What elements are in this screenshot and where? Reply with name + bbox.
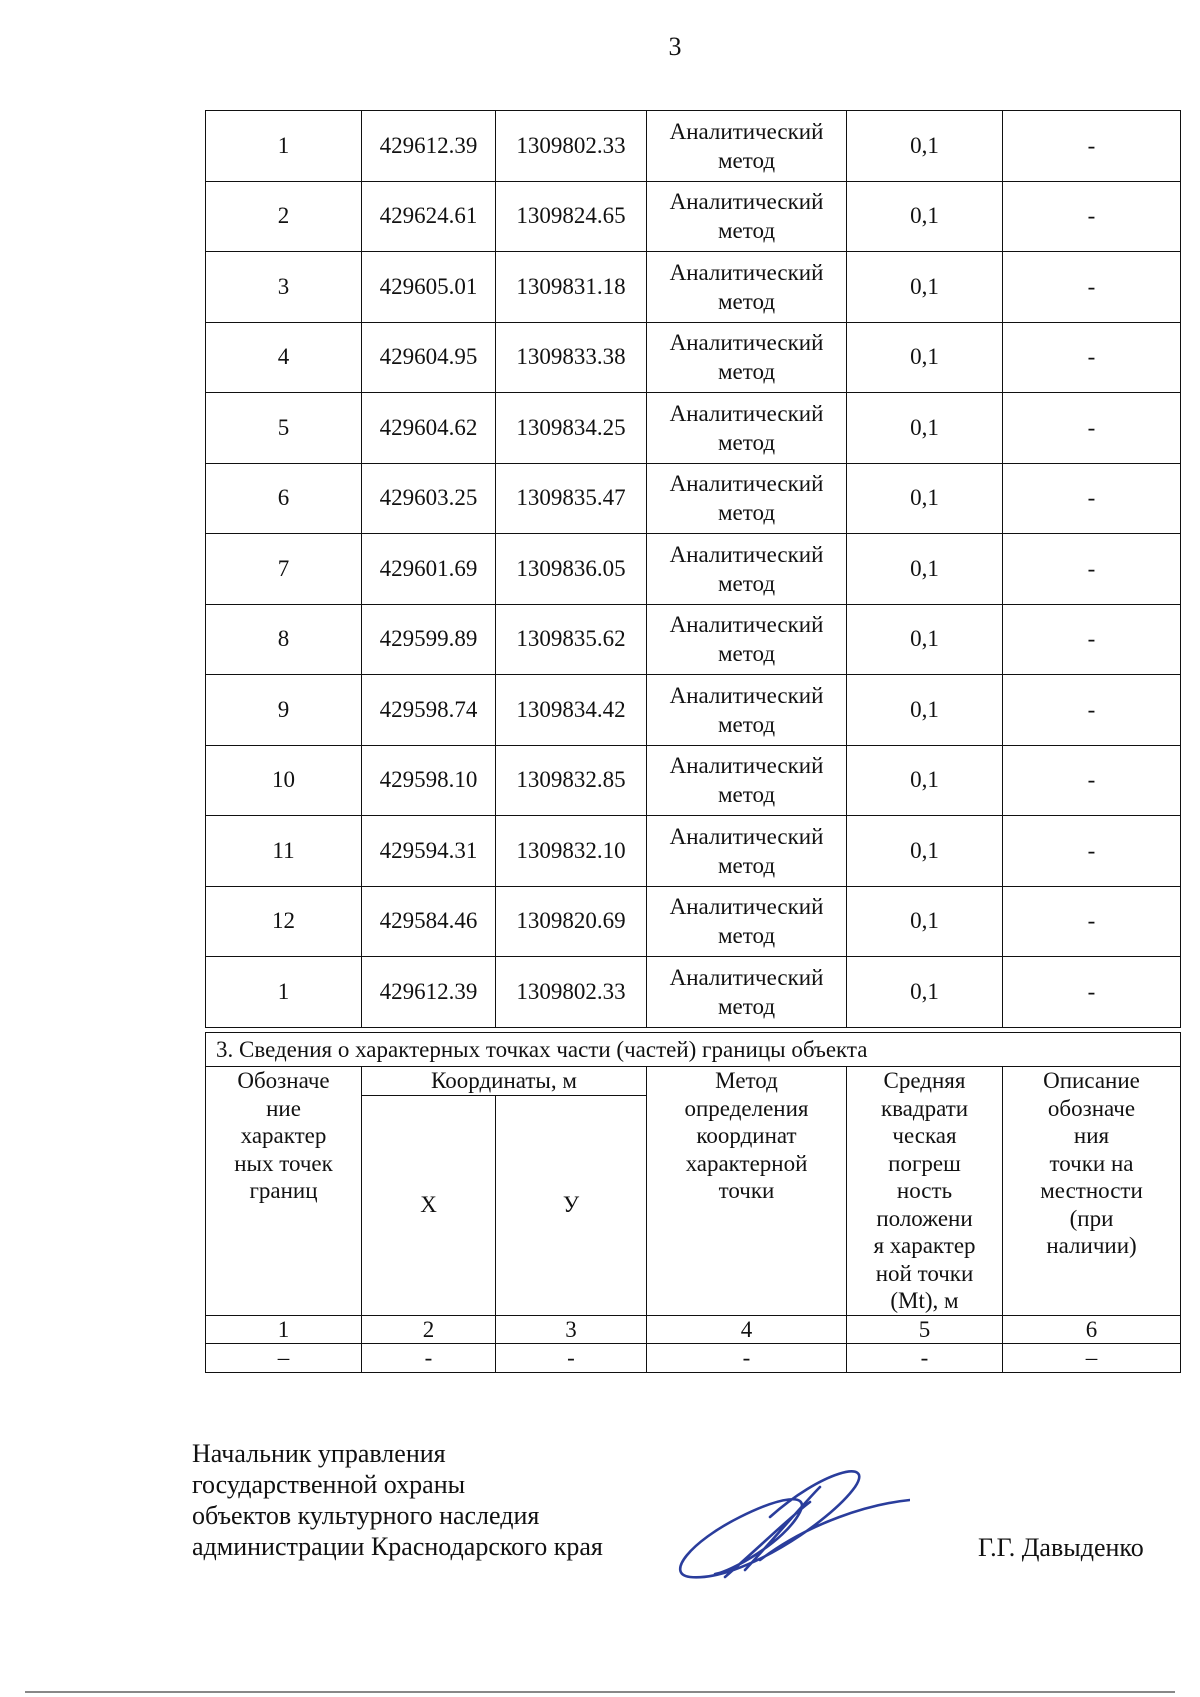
- point-row: [206, 957, 1181, 1028]
- column-number: 5: [847, 1315, 1003, 1344]
- method-text: метод: [717, 429, 776, 455]
- description-cell: -: [1003, 322, 1181, 393]
- empty-cell: -: [847, 1344, 1003, 1373]
- header-description: Описание обозначе ния точки на местности (при наличии): [1003, 1067, 1181, 1316]
- x-coordinate-cell: 429612.39: [362, 957, 496, 1028]
- method-text: Аналитический: [669, 612, 824, 638]
- point-number-cell: 10: [206, 745, 362, 816]
- header-y: У: [496, 1095, 647, 1315]
- method-cell: [647, 463, 847, 534]
- mt-cell: 0,1: [847, 393, 1003, 464]
- point-number-cell: 8: [206, 604, 362, 675]
- mt-cell: 0,1: [847, 816, 1003, 887]
- boundary-points-table: [205, 110, 1181, 1028]
- point-number-cell: 1: [206, 111, 362, 182]
- x-coordinate-cell: 429612.39: [362, 111, 496, 182]
- empty-cell: -: [362, 1344, 496, 1373]
- description-cell: -: [1003, 604, 1181, 675]
- mt-cell: 0,1: [847, 534, 1003, 605]
- empty-data-row: [206, 1344, 1181, 1373]
- column-number: 4: [647, 1315, 847, 1344]
- x-coordinate-cell: 429584.46: [362, 886, 496, 957]
- column-number: 1: [206, 1315, 362, 1344]
- description-cell: -: [1003, 463, 1181, 534]
- position-line: Начальник управления: [192, 1439, 446, 1468]
- y-coordinate-cell: 1309824.65: [496, 181, 647, 252]
- method-text: метод: [717, 570, 776, 596]
- y-coordinate-cell: 1309835.62: [496, 604, 647, 675]
- point-number-cell: 2: [206, 181, 362, 252]
- description-cell: -: [1003, 816, 1181, 887]
- method-text: метод: [717, 288, 776, 314]
- y-coordinate-cell: 1309820.69: [496, 886, 647, 957]
- method-text: Аналитический: [669, 541, 824, 567]
- method-cell: [647, 886, 847, 957]
- mt-cell: 0,1: [847, 111, 1003, 182]
- method-text: метод: [717, 852, 776, 878]
- x-coordinate-cell: 429598.10: [362, 745, 496, 816]
- column-numbers-row: [206, 1315, 1181, 1344]
- mt-cell: 0,1: [847, 463, 1003, 534]
- method-text: Аналитический: [669, 894, 824, 920]
- header-x: X: [362, 1095, 496, 1315]
- method-cell: [647, 111, 847, 182]
- empty-cell: -: [647, 1344, 847, 1373]
- point-number-cell: 6: [206, 463, 362, 534]
- method-text: Аналитический: [669, 471, 824, 497]
- method-cell: [647, 675, 847, 746]
- method-text: метод: [717, 359, 776, 385]
- method-text: метод: [717, 993, 776, 1019]
- column-number: 2: [362, 1315, 496, 1344]
- method-text: метод: [717, 147, 776, 173]
- description-cell: -: [1003, 111, 1181, 182]
- empty-cell: -: [496, 1344, 647, 1373]
- y-coordinate-cell: 1309832.10: [496, 816, 647, 887]
- method-cell: [647, 322, 847, 393]
- mt-cell: 0,1: [847, 322, 1003, 393]
- mt-cell: 0,1: [847, 675, 1003, 746]
- method-text: Аналитический: [669, 964, 824, 990]
- method-cell: [647, 604, 847, 675]
- point-number-cell: 3: [206, 252, 362, 323]
- header-method: Метод определения координат характерной точки: [647, 1067, 847, 1316]
- method-text: метод: [717, 641, 776, 667]
- mt-cell: 0,1: [847, 252, 1003, 323]
- method-text: Аналитический: [669, 400, 824, 426]
- method-cell: [647, 745, 847, 816]
- description-cell: -: [1003, 393, 1181, 464]
- description-cell: -: [1003, 534, 1181, 605]
- method-text: метод: [717, 218, 776, 244]
- method-text: Аналитический: [669, 682, 824, 708]
- x-coordinate-cell: 429601.69: [362, 534, 496, 605]
- x-coordinate-cell: 429603.25: [362, 463, 496, 534]
- section-title: 3. Сведения о характерных точках части (частей) границы объекта: [206, 1033, 1181, 1067]
- description-cell: -: [1003, 957, 1181, 1028]
- position-line: объектов культурного наследия: [192, 1501, 540, 1530]
- point-row: [206, 886, 1181, 957]
- method-text: Аналитический: [669, 330, 824, 356]
- y-coordinate-cell: 1309834.25: [496, 393, 647, 464]
- point-number-cell: 1: [206, 957, 362, 1028]
- position-line: государственной охраны: [192, 1470, 466, 1499]
- description-cell: -: [1003, 675, 1181, 746]
- y-coordinate-cell: 1309802.33: [496, 111, 647, 182]
- x-coordinate-cell: 429604.95: [362, 322, 496, 393]
- mt-cell: 0,1: [847, 745, 1003, 816]
- method-cell: [647, 957, 847, 1028]
- y-coordinate-cell: 1309802.33: [496, 957, 647, 1028]
- y-coordinate-cell: 1309834.42: [496, 675, 647, 746]
- method-text: Аналитический: [669, 189, 824, 215]
- point-row: [206, 322, 1181, 393]
- page-number: 3: [668, 32, 682, 61]
- page-bottom-rule: [25, 1691, 1175, 1693]
- y-coordinate-cell: 1309831.18: [496, 252, 647, 323]
- point-number-cell: 5: [206, 393, 362, 464]
- point-row: [206, 745, 1181, 816]
- description-cell: -: [1003, 252, 1181, 323]
- method-text: Аналитический: [669, 753, 824, 779]
- column-number: 6: [1003, 1315, 1181, 1344]
- method-text: метод: [717, 500, 776, 526]
- x-coordinate-cell: 429598.74: [362, 675, 496, 746]
- empty-cell: –: [206, 1344, 362, 1373]
- method-cell: [647, 252, 847, 323]
- x-coordinate-cell: 429605.01: [362, 252, 496, 323]
- point-row: [206, 463, 1181, 534]
- column-number: 3: [496, 1315, 647, 1344]
- point-row: [206, 534, 1181, 605]
- position-line: администрации Краснодарского края: [192, 1532, 603, 1561]
- point-row: [206, 816, 1181, 887]
- signatory-position: [192, 1438, 603, 1562]
- method-text: метод: [717, 782, 776, 808]
- mt-cell: 0,1: [847, 604, 1003, 675]
- method-cell: [647, 393, 847, 464]
- point-row: [206, 111, 1181, 182]
- method-text: Аналитический: [669, 259, 824, 285]
- description-cell: -: [1003, 745, 1181, 816]
- x-coordinate-cell: 429594.31: [362, 816, 496, 887]
- method-cell: [647, 181, 847, 252]
- x-coordinate-cell: 429624.61: [362, 181, 496, 252]
- mt-cell: 0,1: [847, 181, 1003, 252]
- method-cell: [647, 534, 847, 605]
- header-point-designation: Обозначе ние характер ных точек границ: [206, 1067, 362, 1316]
- mt-cell: 0,1: [847, 957, 1003, 1028]
- point-row: [206, 604, 1181, 675]
- description-cell: -: [1003, 886, 1181, 957]
- description-cell: -: [1003, 181, 1181, 252]
- point-number-cell: 11: [206, 816, 362, 887]
- empty-cell: –: [1003, 1344, 1181, 1373]
- x-coordinate-cell: 429599.89: [362, 604, 496, 675]
- point-row: [206, 675, 1181, 746]
- x-coordinate-cell: 429604.62: [362, 393, 496, 464]
- y-coordinate-cell: 1309835.47: [496, 463, 647, 534]
- method-text: Аналитический: [669, 118, 824, 144]
- signer-name: Г.Г. Давыденко: [978, 1533, 1144, 1562]
- point-row: [206, 181, 1181, 252]
- method-text: метод: [717, 923, 776, 949]
- method-cell: [647, 816, 847, 887]
- y-coordinate-cell: 1309833.38: [496, 322, 647, 393]
- point-row: [206, 252, 1181, 323]
- point-number-cell: 4: [206, 322, 362, 393]
- point-number-cell: 7: [206, 534, 362, 605]
- handwritten-signature: [670, 1462, 910, 1592]
- method-text: Аналитический: [669, 823, 824, 849]
- part-boundary-points-table: [205, 1032, 1181, 1373]
- mt-cell: 0,1: [847, 886, 1003, 957]
- header-rmse: Средняя квадрати ческая погреш ность положени я характер ной точки (Mt), м: [847, 1067, 1003, 1316]
- y-coordinate-cell: 1309836.05: [496, 534, 647, 605]
- point-row: [206, 393, 1181, 464]
- point-number-cell: 9: [206, 675, 362, 746]
- header-coordinates: Координаты, м: [362, 1067, 647, 1096]
- method-text: метод: [717, 711, 776, 737]
- point-number-cell: 12: [206, 886, 362, 957]
- y-coordinate-cell: 1309832.85: [496, 745, 647, 816]
